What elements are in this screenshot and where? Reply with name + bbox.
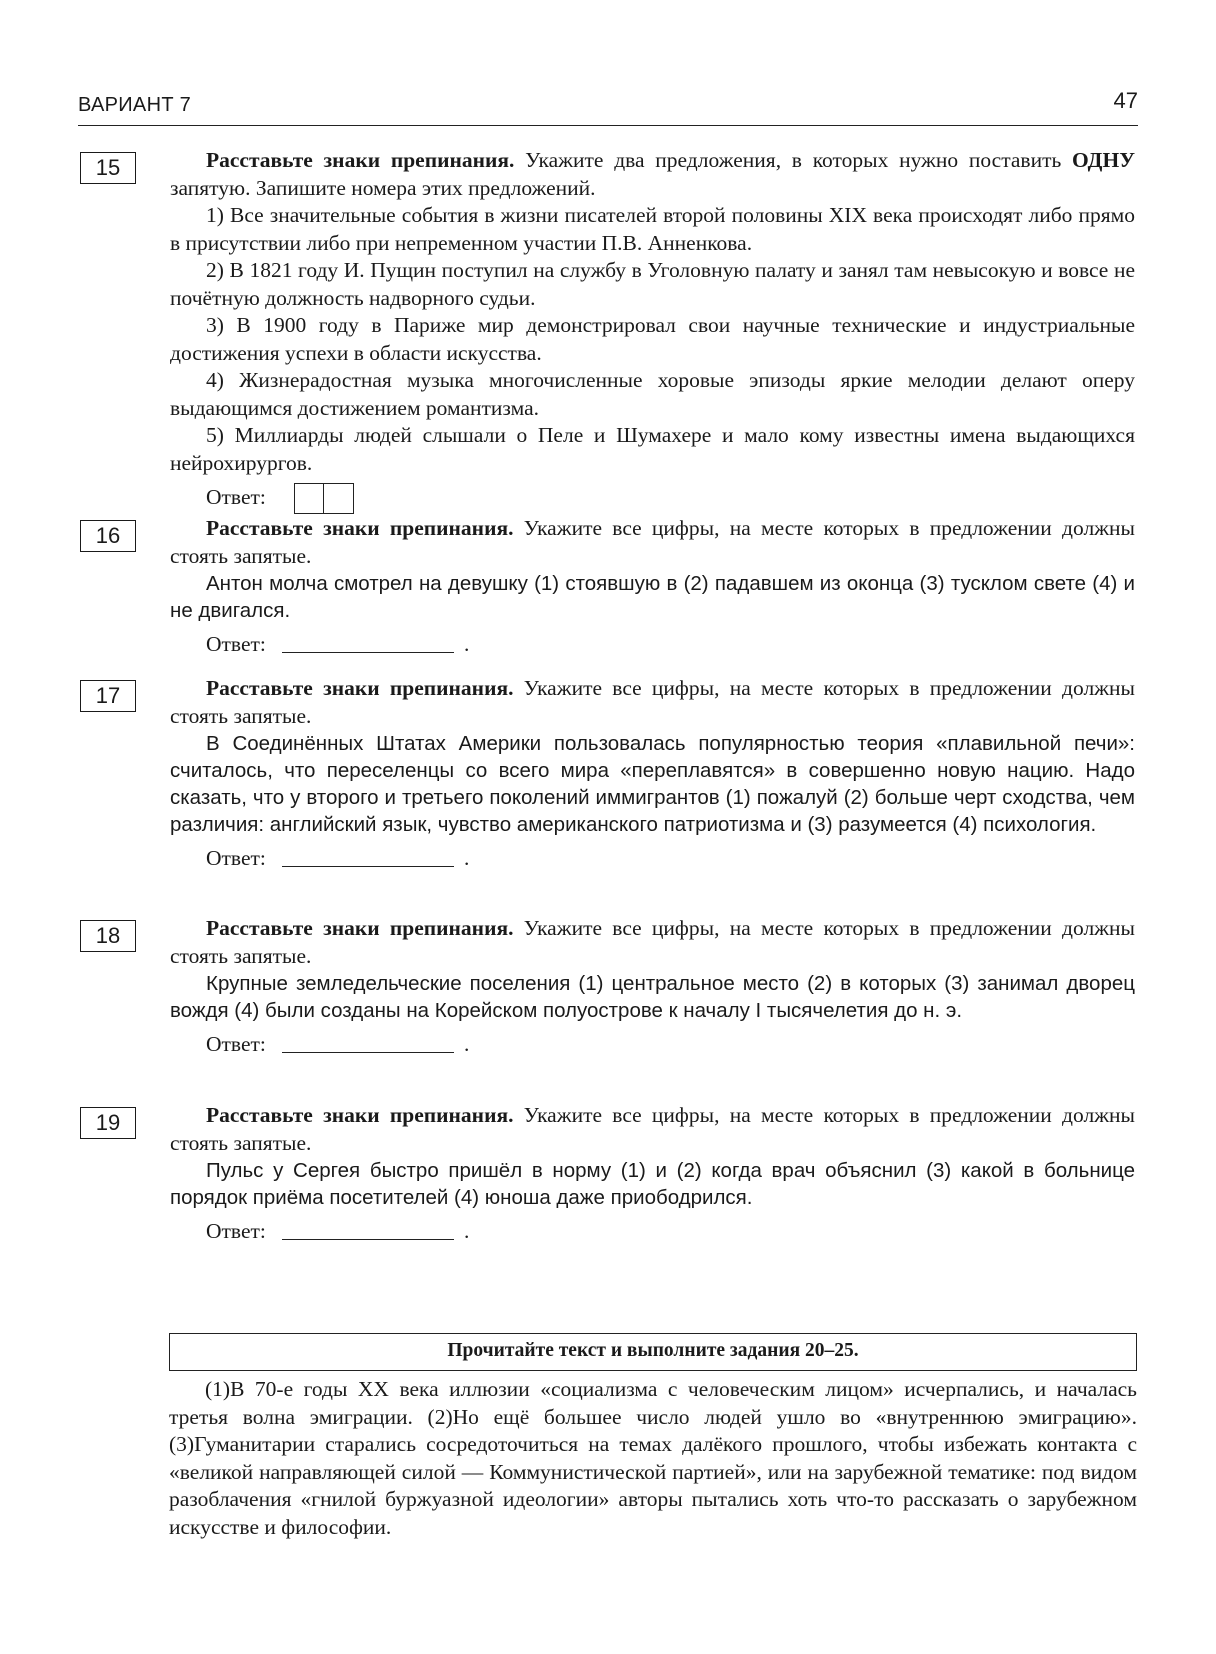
instruction-bold: Расставьте знаки препинания. (206, 148, 515, 172)
task-body (170, 675, 1135, 876)
task-body (170, 515, 1135, 662)
instruction-bold: Расставьте знаки препинания. (206, 916, 514, 940)
sentence-item: 5) Миллиарды людей слышали о Пеле и Шумахере и мало кому известны имена выдающихся нейрохирургов. (170, 423, 1135, 475)
task-number: 17 (80, 680, 136, 712)
instruction-bold: Расставьте знаки препинания. (206, 1103, 514, 1127)
task-text: Пульс у Сергея быстро пришёл в норму (1) и (2) когда врач объяснил (3) какой в больнице порядок приёма посетителей (4) юноша даже приободрился. (170, 1159, 1135, 1209)
answer-label: Ответ: (206, 846, 266, 870)
task-instruction: Расставьте знаки препинания. Укажите все цифры, на месте которых в предложении должны стоять запятые. (170, 916, 1135, 968)
task-instruction: Расставьте знаки препинания. Укажите все цифры, на месте которых в предложении должны стоять запятые. (170, 516, 1135, 568)
sentence-item: 3) В 1900 году в Париже мир демонстрировал свои научные технические и индустриальные достижения успехи в области искусства. (170, 313, 1135, 365)
task-instruction: Расставьте знаки препинания. Укажите все цифры, на месте которых в предложении должны стоять запятые. (170, 676, 1135, 728)
header-divider (78, 125, 1138, 126)
task-body (170, 1102, 1135, 1249)
page-header (78, 86, 1138, 126)
task-instruction: Расставьте знаки препинания. Укажите все цифры, на месте которых в предложении должны стоять запятые. (170, 1103, 1135, 1155)
answer-label: Ответ: (206, 1032, 266, 1056)
answer-label: Ответ: (206, 485, 266, 509)
instruction-bold: Расставьте знаки препинания. (206, 516, 514, 540)
task-text: В Соединённых Штатах Америки пользовалась популярностью теория «плавильной печи»: считалось, что переселенцы со всего мира «переплавятся» в совершенно новую нацию. Надо сказать, что у второго и третьего поколений иммигрантов (1) пожалуй (2) больше черт сходства, чем различия: английский язык, чувство американского патриотизма и (3) разумеется (4) психология. (170, 732, 1135, 836)
task-number: 15 (80, 152, 136, 184)
sentence-item: 2) В 1821 году И. Пущин поступил на службу в Уголовную палату и занял там невысокую и вовсе не почётную должность надворного судьи. (170, 258, 1135, 310)
answer-row: Ответ: . (206, 1032, 470, 1056)
reading-text (169, 1376, 1137, 1541)
answer-row: Ответ: . (206, 1219, 470, 1243)
instruction-emphasis: ОДНУ (1072, 148, 1135, 172)
instruction-bold: Расставьте знаки препинания. (206, 676, 514, 700)
task-text: Крупные земледельческие поселения (1) центральное место (2) в которых (3) занимал дворец вождя (4) были созданы на Корейском полуострове к началу I тысячелетия до н. э. (170, 972, 1135, 1022)
sentence-item: 1) Все значительные события в жизни писателей второй половины XIX века происходят либо прямо в присутствии либо при непременном участии П.В. Анненкова. (170, 203, 1135, 255)
task-number: 16 (80, 520, 136, 552)
answer-line[interactable] (282, 1052, 454, 1053)
answer-row: Ответ: . (206, 846, 470, 870)
task-number: 18 (80, 920, 136, 952)
reading-banner: Прочитайте текст и выполните задания 20–25. (169, 1333, 1137, 1371)
answer-line[interactable] (282, 652, 454, 653)
answer-line[interactable] (282, 866, 454, 867)
answer-line[interactable] (282, 1239, 454, 1240)
answer-label: Ответ: (206, 1219, 266, 1243)
reading-paragraph: (1)В 70-е годы XX века иллюзии «социализма с человеческим лицом» исчерпались, и началась третья волна эмиграции. (2)Но ещё большее число людей ушло во «внутреннюю эмиграцию». (3)Гуманитарии старались сосредоточиться на темах далёкого прошлого, чтобы избежать контакта с «великой направляющей силой — Коммунистической партией», или на зарубежной тематике: под видом разоблачения «гнилой буржуазной идеологии» авторы пытались хоть что-то рассказать о зарубежном искусстве и философии. (169, 1377, 1137, 1539)
task-instruction: Расставьте знаки препинания. Укажите два предложения, в которых нужно поставить ОДНУ запятую. Запишите номера этих предложений. (170, 148, 1135, 200)
variant-title: ВАРИАНТ 7 (78, 94, 192, 116)
answer-label: Ответ: (206, 632, 266, 656)
task-body (170, 147, 1135, 515)
answer-row: Ответ: . (206, 632, 470, 656)
answer-boxes[interactable] (294, 483, 354, 514)
answer-row (206, 483, 1135, 515)
sentence-item: 4) Жизнерадостная музыка многочисленные хоровые эпизоды яркие мелодии делают оперу выдающимся достижением романтизма. (170, 368, 1135, 420)
page-number: 47 (1113, 88, 1138, 113)
task-number: 19 (80, 1107, 136, 1139)
task-text: Антон молча смотрел на девушку (1) стоявшую в (2) падавшем из оконца (3) тусклом свете (4) и не двигался. (170, 572, 1135, 622)
task-body (170, 915, 1135, 1062)
